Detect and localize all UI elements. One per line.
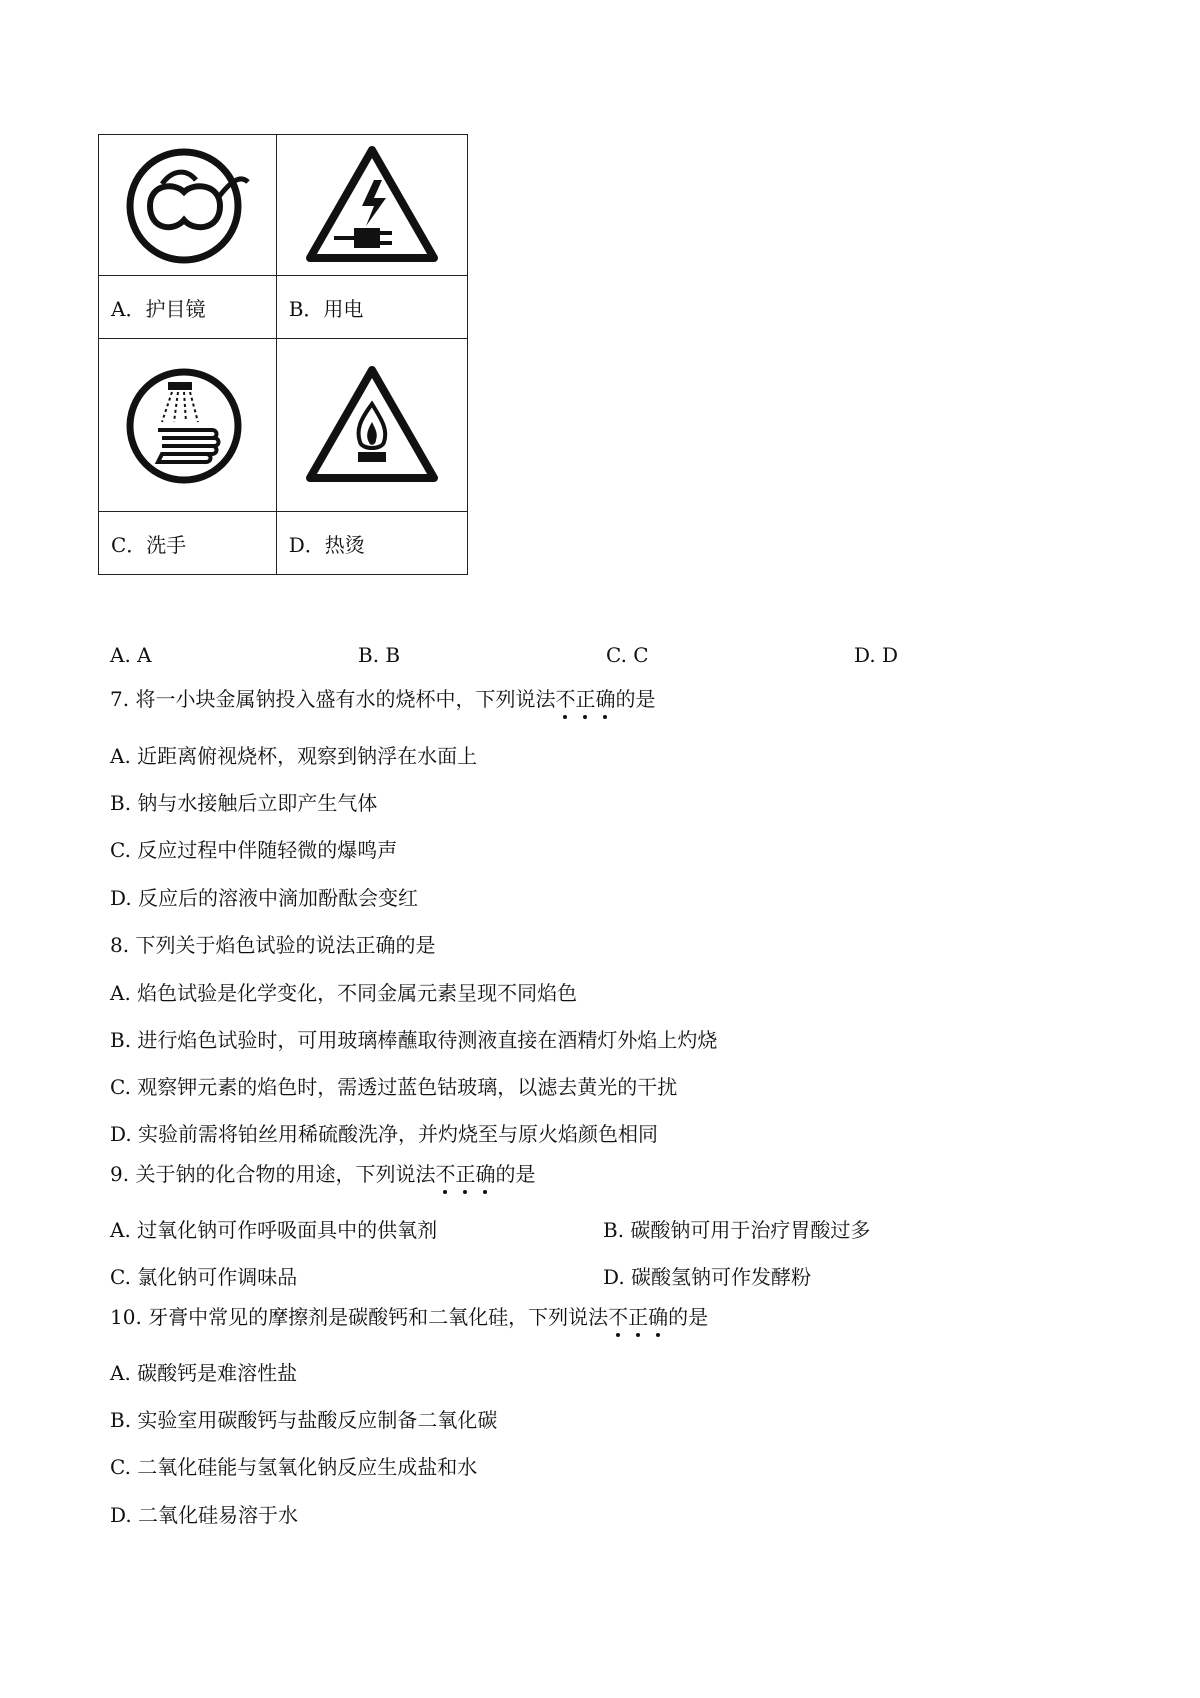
q7-stem-text: 7. 将一小块金属钠投入盛有水的烧杯中，下列说法 xyxy=(110,687,556,711)
q7-option-b[interactable]: B. 钠与水接触后立即产生气体 xyxy=(110,791,378,815)
q9-stem-text: 9. 关于钠的化合物的用途，下列说法 xyxy=(110,1162,436,1186)
icon-cell-goggles xyxy=(99,135,277,276)
q9-option-d[interactable]: D. 碳酸氢钠可作发酵粉 xyxy=(603,1265,812,1289)
q8-option-d[interactable]: D. 实验前需将铂丝用稀硫酸洗净，并灼烧至与原火焰颜色相同 xyxy=(110,1122,659,1146)
icon-label-d: D．热烫 xyxy=(276,512,467,575)
q7-option-a[interactable]: A. 近距离俯视烧杯，观察到钠浮在水面上 xyxy=(110,744,478,768)
q7-stem xyxy=(110,683,655,712)
q7-emph-char: 正 xyxy=(575,683,595,712)
icon-cell-hot xyxy=(276,339,467,512)
q10-option-d[interactable]: D. 二氧化硅易溶于水 xyxy=(110,1503,299,1527)
q10-option-b[interactable]: B. 实验室用碳酸钙与盐酸反应制备二氧化碳 xyxy=(110,1408,498,1432)
q10-stem-end: 的是 xyxy=(668,1305,709,1329)
q6-option-d[interactable]: D. D xyxy=(854,643,899,667)
q10-option-a[interactable]: A. 碳酸钙是难溶性盐 xyxy=(110,1361,298,1385)
q10-emph-char: 不 xyxy=(608,1301,628,1330)
icon-cell-hand-wash xyxy=(99,339,277,512)
q7-emph-char: 确 xyxy=(595,683,615,712)
q8-option-c[interactable]: C. 观察钾元素的焰色时，需透过蓝色钴玻璃，以滤去黄光的干扰 xyxy=(110,1075,678,1099)
q9-emph-char: 确 xyxy=(475,1158,495,1187)
q8-stem: 8. 下列关于焰色试验的说法正确的是 xyxy=(110,933,436,957)
hand-wash-icon xyxy=(122,360,252,490)
q7-stem-end: 的是 xyxy=(615,687,656,711)
q9-option-a[interactable]: A. 过氧化钠可作呼吸面具中的供氧剂 xyxy=(110,1218,438,1242)
q8-option-b[interactable]: B. 进行焰色试验时，可用玻璃棒蘸取待测液直接在酒精灯外焰上灼烧 xyxy=(110,1028,718,1052)
q10-emph-char: 正 xyxy=(628,1301,648,1330)
q9-emph-char: 不 xyxy=(435,1158,455,1187)
q8-option-a[interactable]: A. 焰色试验是化学变化，不同金属元素呈现不同焰色 xyxy=(110,981,578,1005)
q7-option-c[interactable]: C. 反应过程中伴随轻微的爆鸣声 xyxy=(110,838,398,862)
q9-option-c[interactable]: C. 氯化钠可作调味品 xyxy=(110,1265,298,1289)
q9-emph-char: 正 xyxy=(455,1158,475,1187)
q10-stem-text: 10. 牙膏中常见的摩擦剂是碳酸钙和二氧化硅，下列说法 xyxy=(110,1305,609,1329)
q6-option-a[interactable]: A. A xyxy=(110,643,152,667)
q10-emph-char: 确 xyxy=(648,1301,668,1330)
q10-stem xyxy=(110,1301,708,1330)
icon-label-b: B．用电 xyxy=(276,276,467,339)
icon-label-a: A．护目镜 xyxy=(99,276,277,339)
q7-option-d[interactable]: D. 反应后的溶液中滴加酚酞会变红 xyxy=(110,886,419,910)
q7-emph-char: 不 xyxy=(555,683,575,712)
icon-label-c: C．洗手 xyxy=(99,512,277,575)
electricity-icon xyxy=(302,140,442,270)
q6-option-c[interactable]: C. C xyxy=(606,643,649,667)
q10-option-c[interactable]: C. 二氧化硅能与氢氧化钠反应生成盐和水 xyxy=(110,1455,478,1479)
q9-option-b[interactable]: B. 碳酸钠可用于治疗胃酸过多 xyxy=(603,1218,871,1242)
q9-stem-end: 的是 xyxy=(495,1162,536,1186)
safety-icon-table xyxy=(98,134,468,575)
goggles-icon xyxy=(122,140,252,270)
q6-option-b[interactable]: B. B xyxy=(358,643,401,667)
icon-cell-electricity xyxy=(276,135,467,276)
hot-flame-icon xyxy=(302,360,442,490)
q9-stem xyxy=(110,1158,535,1187)
